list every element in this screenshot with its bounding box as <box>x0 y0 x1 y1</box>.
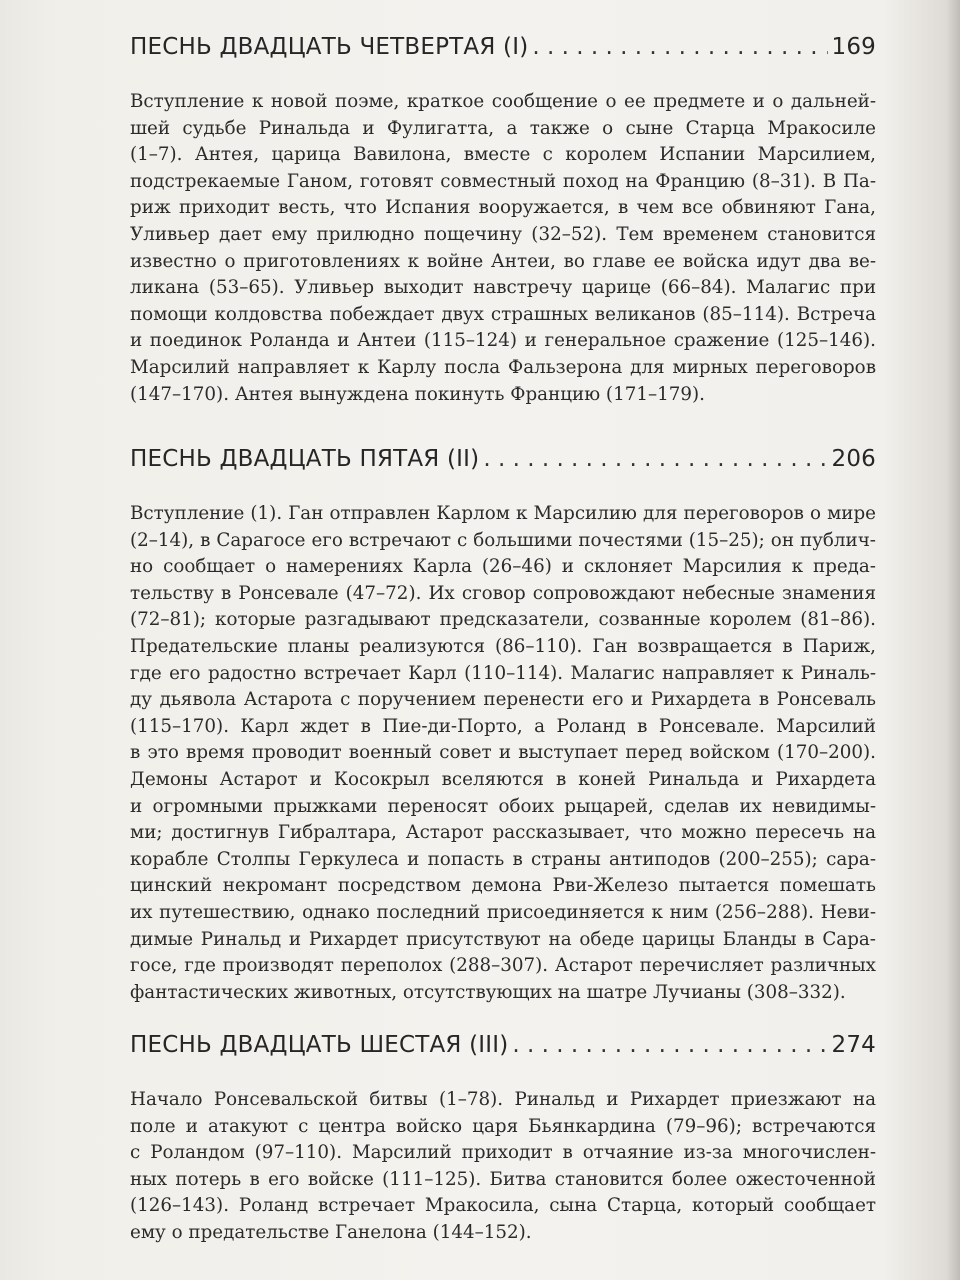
summary-line: их путешествию, однако последний присоединяется к ним (256–288). Неви- <box>130 901 876 923</box>
summary-line: Предательские планы реализуются (86–110). Ган возвращается в Париж, <box>130 635 876 657</box>
summary-line: риж приходит весть, что Испания вооружается, в чем все обвиняют Гана, <box>130 197 876 219</box>
summary-line: (147–170). Антея вынуждена покинуть Францию (171–179). <box>130 383 705 405</box>
summary-line: Демоны Астарот и Косокрыл вселяются в коней Ринальда и Рихардета <box>130 768 876 790</box>
toc-entry-title: ПЕСНЬ ДВАДЦАТЬ ЧЕТВЕРТАЯ (I) <box>130 34 529 60</box>
summary-line: но сообщает о намерениях Карла (26–46) и склоняет Марсилия к преда- <box>130 556 876 578</box>
section-summary <box>130 1087 876 1247</box>
summary-line: ду дьявола Астарота с поручением перенести его и Рихардета в Ронсеваль <box>130 689 876 711</box>
summary-line: где его радостно встречает Карл (110–114). Малагис направляет к Риналь- <box>130 662 876 684</box>
toc-entry <box>130 1032 876 1072</box>
summary-line: тельству в Ронсевале (47–72). Их сговор сопровождают небесные знамения <box>130 582 876 604</box>
section-summary <box>130 89 876 408</box>
toc-entry-page-number: 206 <box>831 446 876 472</box>
summary-line: цинский некромант посредством демона Рви-Железо пытается помешать <box>130 875 876 897</box>
toc-leader-dots <box>483 446 827 472</box>
section-summary <box>130 501 876 1006</box>
summary-line: Марсилий направляет к Карлу посла Фальзерона для мирных переговоров <box>130 356 876 378</box>
summary-line: ему о предательстве Ганелона (144–152). <box>130 1221 532 1243</box>
toc-leader-dots <box>532 34 827 60</box>
summary-line: (1–7). Антея, царица Вавилона, вместе с королем Испании Марсилием, <box>130 144 876 166</box>
toc-entry <box>130 34 876 74</box>
toc-section <box>130 1032 876 1243</box>
summary-line: Уливьер дает ему прилюдно пощечину (32–52). Тем временем становится <box>130 223 876 245</box>
summary-line: и поединок Роланда и Антеи (115–124) и генеральное сражение (125–146). <box>130 330 876 352</box>
summary-line: помощи колдовства побеждает двух страшных великанов (85–114). Встреча <box>130 303 876 325</box>
summary-line: ми; достигнув Гибралтара, Астарот рассказывает, что можно пересечь на <box>130 822 876 844</box>
summary-line: в это время проводит военный совет и выступает перед войском (170–200). <box>130 742 876 764</box>
summary-line: Начало Ронсевальской битвы (1–78). Ринальд и Рихардет приезжают на <box>130 1089 876 1110</box>
summary-line: фантастических животных, отсутствующих на шатре Лучианы (308–332). <box>130 981 846 1003</box>
summary-line: корабле Столпы Геркулеса и попасть в страны антиподов (200–255); сара- <box>130 848 876 870</box>
summary-line: ных потерь в его войске (111–125). Битва становится более ожесточенной <box>130 1168 876 1190</box>
toc-entry-page-number: 274 <box>831 1032 876 1058</box>
summary-line: (126–143). Роланд встречает Мракосила, сына Старца, который сообщает <box>130 1195 876 1217</box>
summary-line: подстрекаемые Ганом, готовят совместный поход на Францию (8–31). В Па- <box>130 170 876 192</box>
toc-section <box>130 446 876 1003</box>
page-edge-shadow <box>946 0 960 1280</box>
summary-line: и огромными прыжками переносят обоих рыцарей, сделав их невидимы- <box>130 795 876 817</box>
summary-line: Вступление (1). Ган отправлен Карлом к Марсилию для переговоров о мире <box>130 503 876 524</box>
summary-line: госе, где производят переполох (288–307). Астарот перечисляет различных <box>130 955 876 977</box>
toc-leader-dots <box>512 1032 827 1058</box>
summary-line: поле и атакуют с центра войско царя Бьянкардина (79–96); встречаются <box>130 1115 876 1137</box>
summary-line: с Роландом (97–110). Марсилий приходит в отчаяние из-за многочислен- <box>130 1142 876 1164</box>
toc-entry-title: ПЕСНЬ ДВАДЦАТЬ ШЕСТАЯ (III) <box>130 1032 509 1058</box>
summary-line: Вступление к новой поэме, краткое сообщение о ее предмете и о дальней- <box>130 91 876 112</box>
toc-entry-title: ПЕСНЬ ДВАДЦАТЬ ПЯТАЯ (II) <box>130 446 480 472</box>
summary-line: (72–81); которые разгадывают предсказатели, созванные королем (81–86). <box>130 609 876 631</box>
summary-line: ликана (53–65). Уливьер выходит навстречу царице (66–84). Малагис при <box>130 277 876 299</box>
summary-line: (2–14), в Сарагосе его встречают с большими почестями (15–25); он публич- <box>130 529 876 551</box>
toc-entry <box>130 446 876 486</box>
summary-line: известно о приготовлениях к войне Антеи, во главе ее войска идут два ве- <box>130 250 876 272</box>
summary-line: шей судьбе Ринальда и Фулигатта, а также о сыне Старца Мракосиле <box>130 117 876 139</box>
summary-line: димые Ринальд и Рихардет присутствуют на обеде царицы Бланды в Сара- <box>130 928 876 950</box>
toc-section <box>130 34 876 405</box>
summary-line: (115–170). Карл ждет в Пие-ди-Порто, а Роланд в Ронсевале. Марсилий <box>130 715 876 737</box>
toc-entry-page-number: 169 <box>831 34 876 60</box>
